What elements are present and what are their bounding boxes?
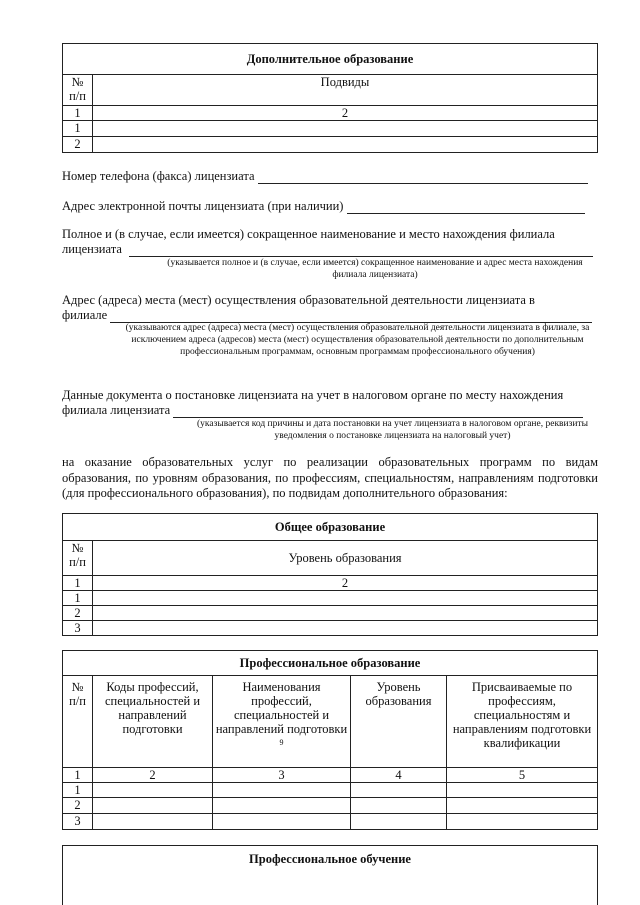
services-paragraph: на оказание образовательных услуг по реализации образовательных программ по видам образования, по уровням образования, по профессиям, специальностям, направлениям подготовки (для профессионального образования), по подвидам дополнительного образования: bbox=[62, 455, 598, 500]
col-header-qualifications: Присваиваемые по профессиям, специальностям и направлениям подготовки квалификации bbox=[447, 676, 598, 768]
row-number: 2 bbox=[63, 798, 93, 814]
table-row bbox=[63, 798, 598, 814]
branch-name-input-line[interactable] bbox=[129, 244, 593, 257]
row-number: 1 bbox=[63, 591, 93, 606]
empty-cell[interactable] bbox=[93, 121, 598, 137]
empty-cell[interactable] bbox=[213, 814, 351, 830]
branch-address-label: Адрес (адреса) места (мест) осуществления образовательной деятельности лицензиата в bbox=[62, 293, 535, 307]
professional-education-table bbox=[62, 650, 598, 830]
phone-field bbox=[62, 169, 598, 184]
row-number: 2 bbox=[63, 606, 93, 621]
table-row bbox=[63, 814, 598, 830]
table-title: Профессиональное обучение bbox=[63, 846, 598, 905]
row-number: 2 bbox=[63, 137, 93, 153]
table-title: Дополнительное образование bbox=[63, 44, 598, 75]
additional-education-table bbox=[62, 43, 598, 153]
empty-cell[interactable] bbox=[447, 798, 598, 814]
column-number: 1 bbox=[63, 576, 93, 591]
empty-cell[interactable] bbox=[93, 783, 213, 798]
header-text: Наименования профессий, специальностей и направлений подготовки bbox=[215, 680, 348, 736]
column-number: 4 bbox=[351, 768, 447, 783]
empty-cell[interactable] bbox=[213, 798, 351, 814]
branch-name-note: (указывается полное и (в случае, если имеется) сокращенное наименование и адрес места нахождения филиала лицензиата) bbox=[167, 258, 583, 280]
column-number: 2 bbox=[93, 106, 598, 121]
phone-input-line[interactable] bbox=[258, 171, 588, 184]
tax-input-line[interactable] bbox=[173, 405, 583, 418]
column-number: 1 bbox=[63, 106, 93, 121]
table-row bbox=[63, 621, 598, 636]
row-number: 3 bbox=[63, 814, 93, 830]
email-field bbox=[62, 199, 598, 214]
table-row bbox=[63, 137, 598, 153]
column-number: 3 bbox=[213, 768, 351, 783]
branch-name-label-cont: лицензиата bbox=[62, 242, 122, 256]
col-header-no: № п/п bbox=[63, 676, 93, 768]
col-header-subtypes: Подвиды bbox=[93, 75, 598, 106]
row-number: 3 bbox=[63, 621, 93, 636]
tax-label: Данные документа о постановке лицензиата на учет в налоговом органе по месту нахождения bbox=[62, 388, 564, 402]
empty-cell[interactable] bbox=[351, 783, 447, 798]
branch-address-note: (указываются адрес (адреса) места (мест) осуществления образовательной деятельности лицензиата в филиале, за исключением адреса (адресов) места (мест) осуществления образовательной деятельности по дополнительным профессиональным программам, основным программам профессионального обучения) bbox=[125, 323, 590, 357]
empty-cell[interactable] bbox=[213, 783, 351, 798]
tax-label-cont: филиала лицензиата bbox=[62, 403, 171, 417]
empty-cell[interactable] bbox=[93, 798, 213, 814]
empty-cell[interactable] bbox=[351, 814, 447, 830]
general-education-table bbox=[62, 513, 598, 636]
table-row bbox=[63, 606, 598, 621]
table-row bbox=[63, 121, 598, 137]
empty-cell[interactable] bbox=[93, 606, 598, 621]
table-title: Профессиональное образование bbox=[63, 651, 598, 676]
empty-cell[interactable] bbox=[447, 814, 598, 830]
empty-cell[interactable] bbox=[93, 591, 598, 606]
tax-note: (указывается код причины и дата постановки на учет лицензиата в налоговом органе, реквизиты уведомления о постановке лицензиата на налоговый учет) bbox=[196, 419, 589, 441]
table-row bbox=[63, 591, 598, 606]
email-label: Адрес электронной почты лицензиата (при наличии) bbox=[62, 199, 344, 213]
column-number: 2 bbox=[93, 576, 598, 591]
col-header-codes: Коды профессий, специальностей и направлений подготовки bbox=[93, 676, 213, 768]
empty-cell[interactable] bbox=[93, 814, 213, 830]
empty-cell[interactable] bbox=[447, 783, 598, 798]
branch-name-label: Полное и (в случае, если имеется) сокращенное наименование и место нахождения филиала bbox=[62, 227, 555, 241]
empty-cell[interactable] bbox=[93, 621, 598, 636]
phone-label: Номер телефона (факса) лицензиата bbox=[62, 169, 255, 183]
col-header-level: Уровень образования bbox=[351, 676, 447, 768]
footnote-marker: 9 bbox=[279, 738, 284, 747]
col-header-no: № п/п bbox=[63, 541, 93, 576]
table-row bbox=[63, 783, 598, 798]
col-header-level: Уровень образования bbox=[93, 541, 598, 576]
empty-cell[interactable] bbox=[93, 137, 598, 153]
column-number: 2 bbox=[93, 768, 213, 783]
email-input-line[interactable] bbox=[347, 201, 585, 214]
empty-cell[interactable] bbox=[351, 798, 447, 814]
row-number: 1 bbox=[63, 121, 93, 137]
col-header-no: № п/п bbox=[63, 75, 93, 106]
row-number: 1 bbox=[63, 783, 93, 798]
branch-address-label-cont: филиале bbox=[62, 308, 108, 322]
col-header-names bbox=[213, 676, 351, 768]
professional-training-table bbox=[62, 845, 598, 905]
table-title: Общее образование bbox=[63, 514, 598, 541]
column-number: 5 bbox=[447, 768, 598, 783]
column-number: 1 bbox=[63, 768, 93, 783]
